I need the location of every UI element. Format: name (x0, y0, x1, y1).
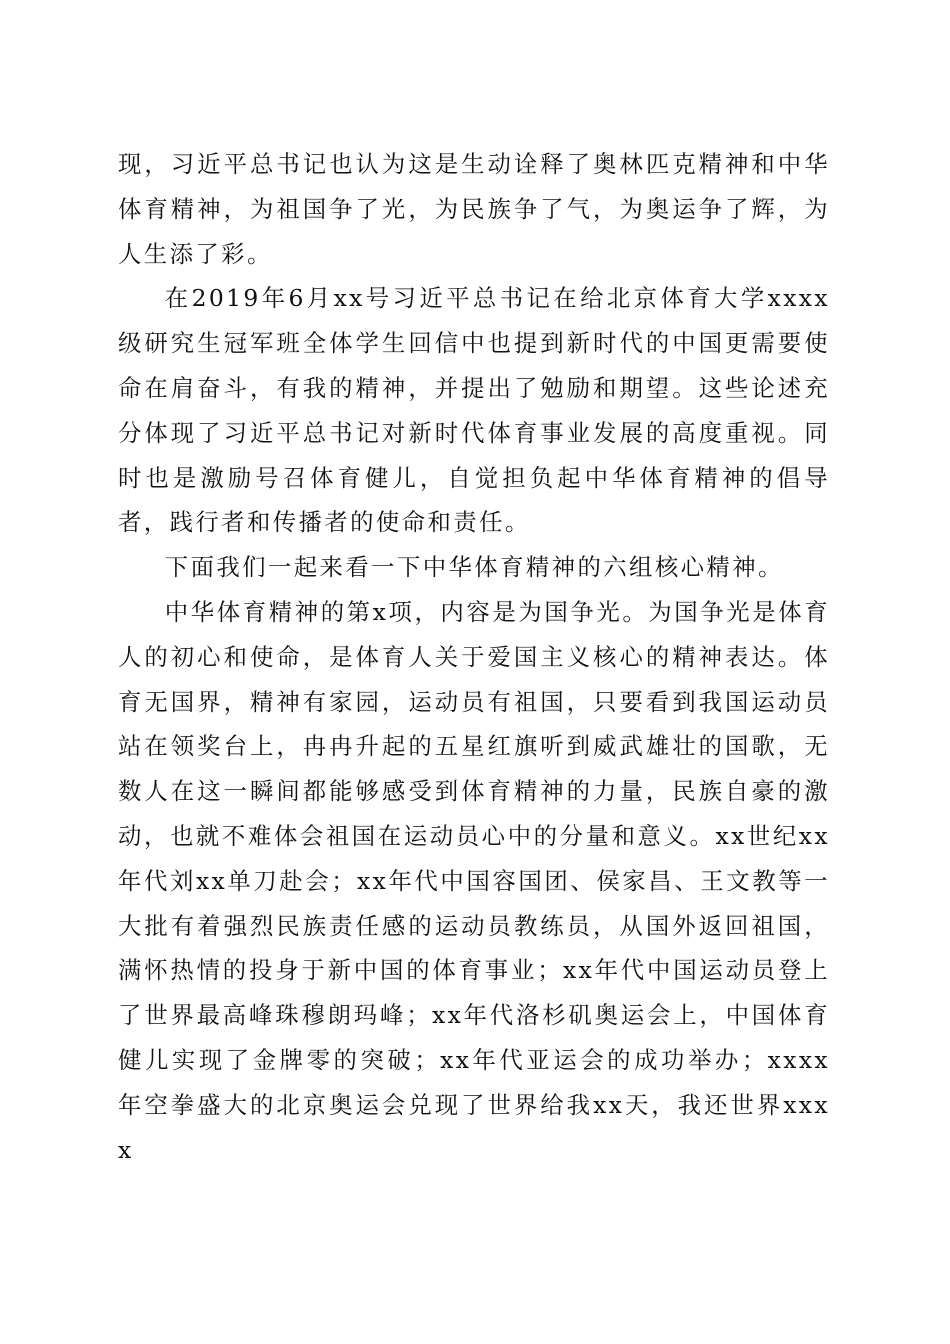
document-body (118, 142, 830, 1172)
paragraph-1: 现，习近平总书记也认为这是生动诠释了奥林匹克精神和中华体育精神，为祖国争了光，为民族争了气，为奥运争了辉，为人生添了彩。 (118, 150, 830, 268)
paragraph-3: 下面我们一起来看一下中华体育精神的六组核心精神。 (164, 553, 784, 582)
paragraph-4: 中华体育精神的第x项，内容是为国争光。为国争光是体育人的初心和使命，是体育人关于爱国主义核心的精神表达。体育无国界，精神有家园，运动员有祖国，只要看到我国运动员站在领奖台上，冉冉升起的五星红旗听到威武雄壮的国歌，无数人在这一瞬间都能够感受到体育精神的力量，民族自豪的激动，也就不难体会祖国在运动员心中的分量和意义。xx世纪xx年代刘xx单刀赴会；xx年代中国容国团、侯家昌、王文教等一大批有着强烈民族责任感的运动员教练员，从国外返回祖国，满怀热情的投身于新中国的体育事业；xx年代中国运动员登上了世界最高峰珠穆朗玛峰；xx年代洛杉矶奥运会上，中国体育健儿实现了金牌零的突破；xx年代亚运会的成功举办；xxxx年空拳盛大的北京奥运会兑现了世界给我xx天，我还世界xxxx (118, 597, 830, 1164)
paragraph-2: 在2019年6月xx号习近平总书记在给北京体育大学xxxx级研究生冠军班全体学生回信中也提到新时代的中国更需要使命在肩奋斗，有我的精神，并提出了勉励和期望。这些论述充分体现了习近平总书记对新时代体育事业发展的高度重视。同时也是激励号召体育健儿，自觉担负起中华体育精神的倡导者，践行者和传播者的使命和责任。 (118, 284, 830, 537)
